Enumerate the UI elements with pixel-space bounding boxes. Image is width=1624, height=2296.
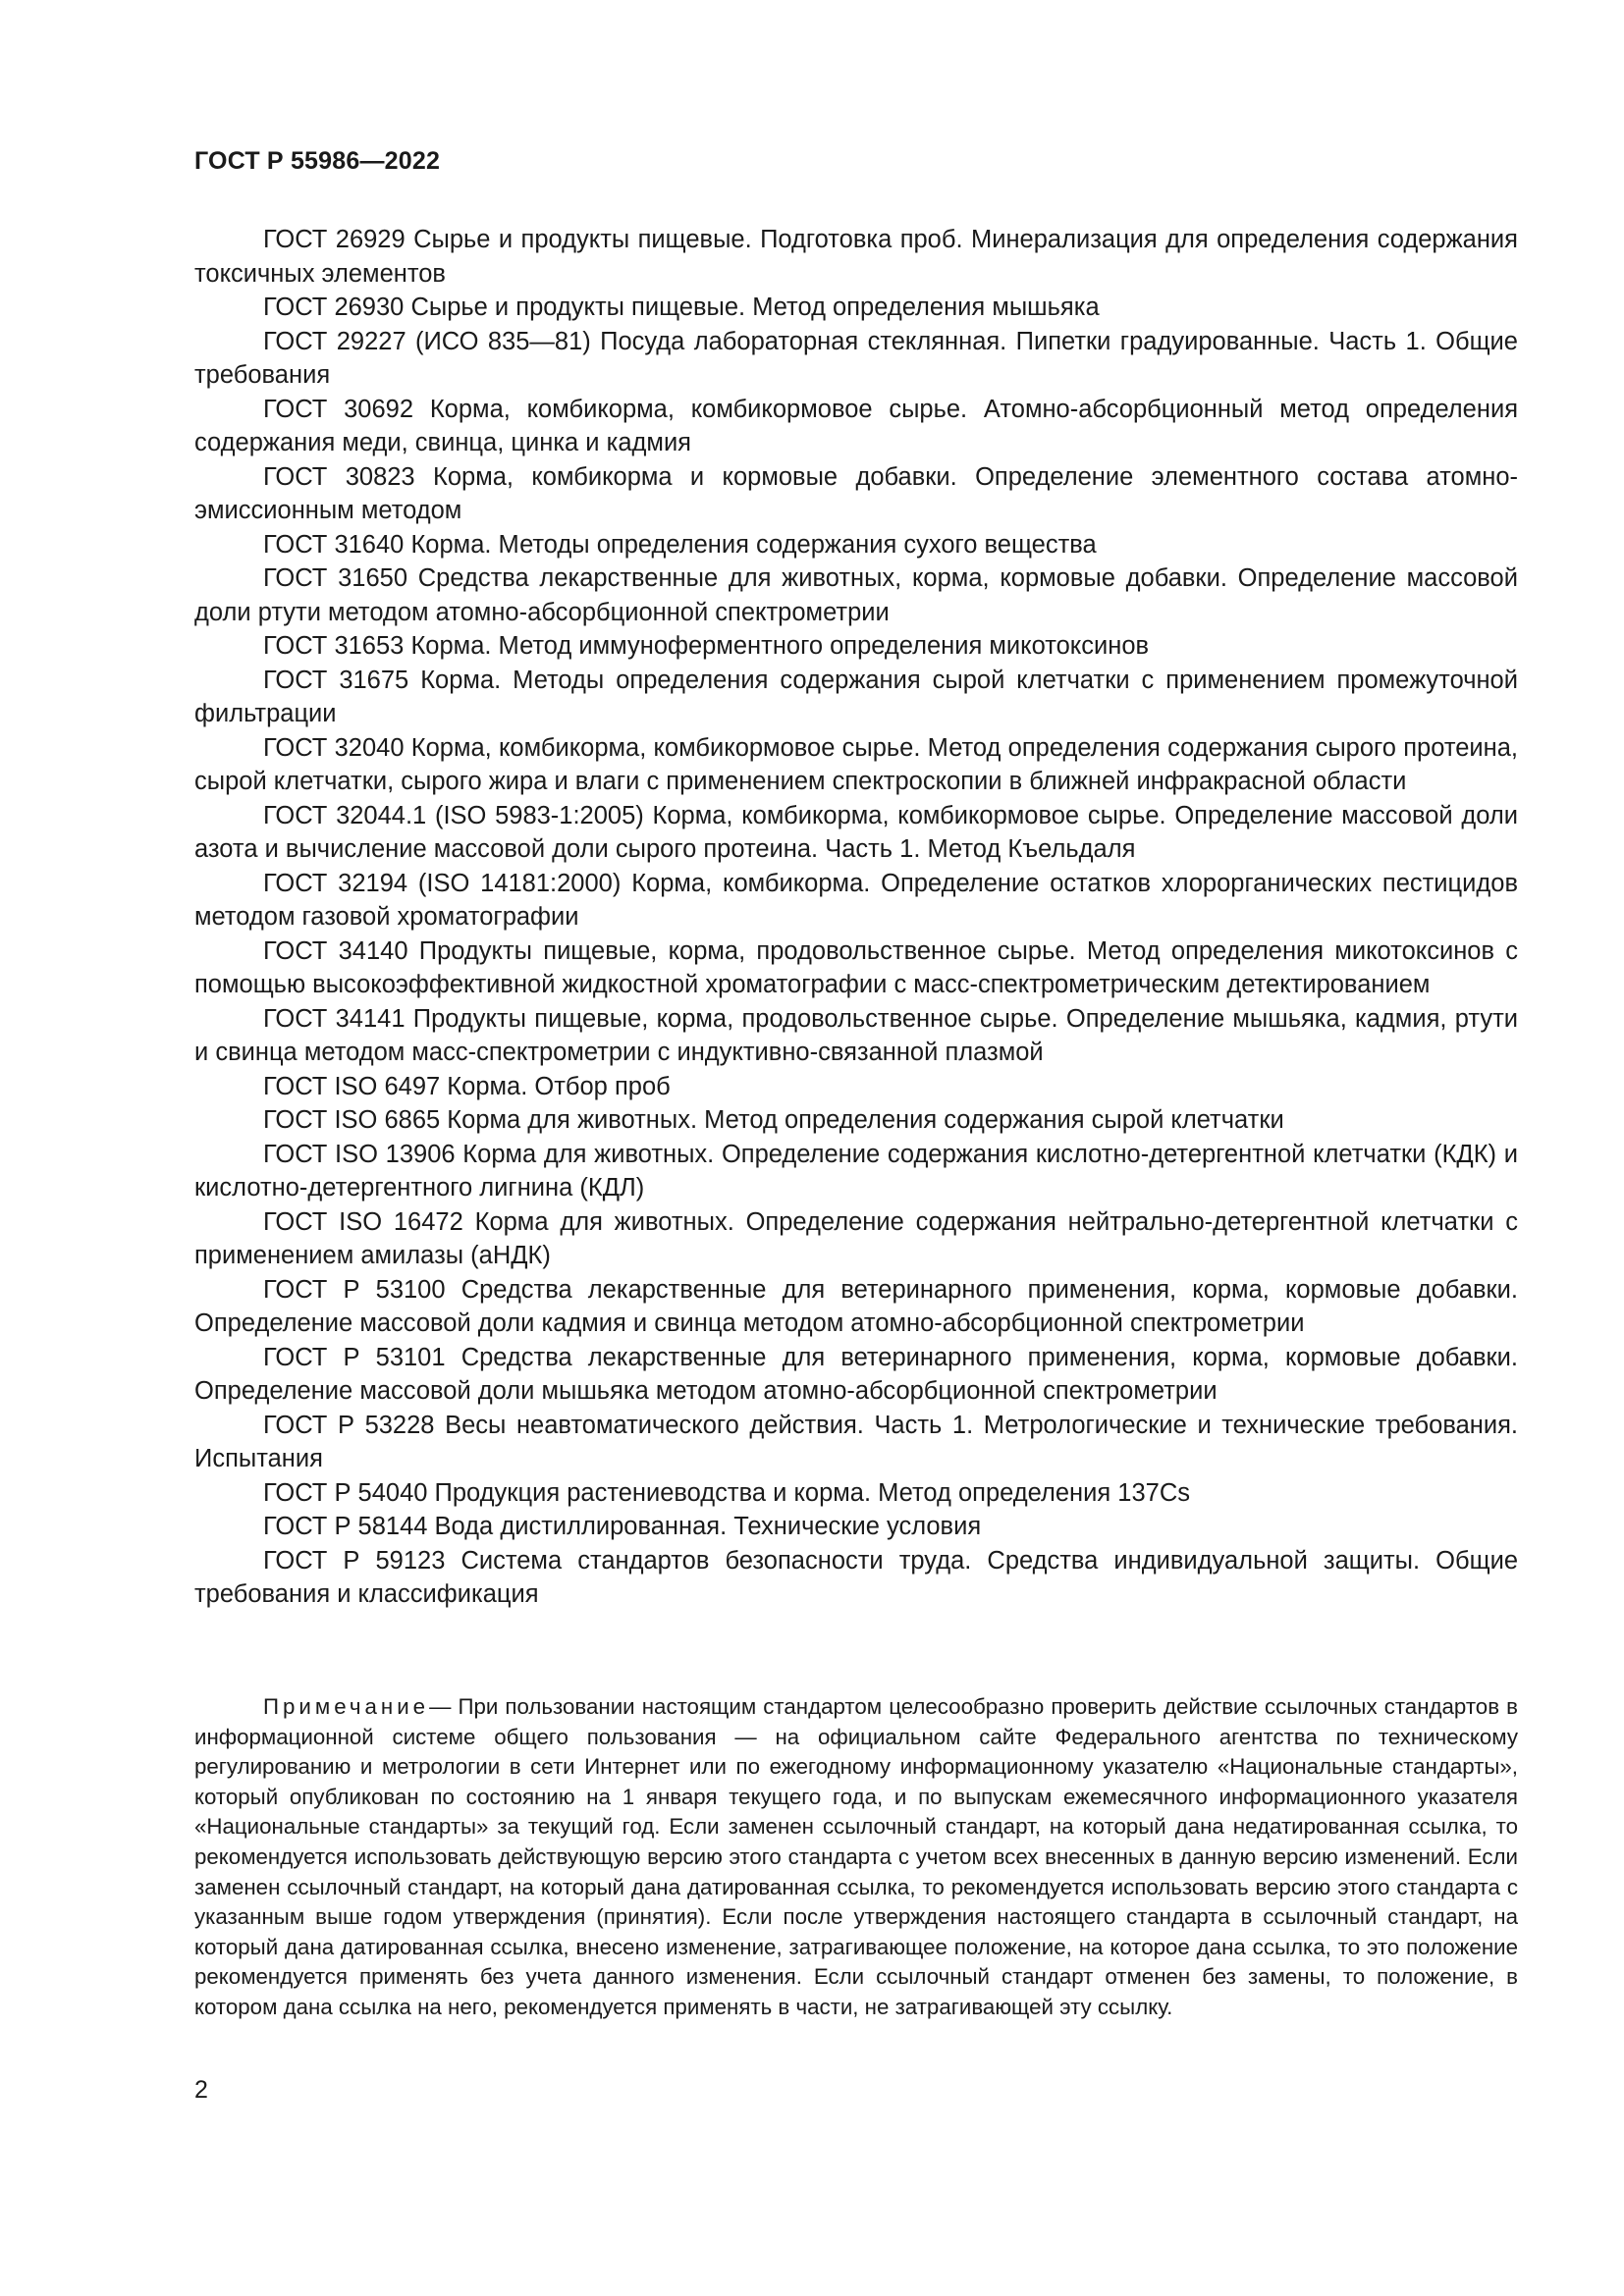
reference-title: Весы неавтоматического действия. Часть 1. Метрологические и технические требования. Испытания [194, 1411, 1518, 1472]
reference-title: Средства лекарственные для животных, корма, кормовые добавки. Определение массовой доли ртути методом атомно-абсорбционной спектрометрии [194, 564, 1518, 626]
reference-item [194, 460, 1518, 528]
reference-title: Корма. Метод иммуноферментного определения микотоксинов [410, 632, 1150, 660]
reference-code: ГОСТ ISO 16472 [263, 1207, 463, 1236]
reference-item [194, 1409, 1518, 1476]
reference-code: ГОСТ Р 54040 [263, 1478, 428, 1507]
reference-title: Корма. Методы определения содержания сухого вещества [410, 530, 1097, 559]
reference-item [194, 223, 1518, 291]
document-header: ГОСТ Р 55986—2022 [194, 147, 441, 175]
reference-code: ГОСТ 31653 [263, 632, 405, 660]
reference-code: ГОСТ Р 53100 [263, 1275, 446, 1304]
reference-item [194, 1476, 1518, 1511]
reference-title: Средства лекарственные для ветеринарного применения, корма, кормовые добавки. Определение массовой доли кадмия и свинца методом атомно-абсорбционной спектрометрии [194, 1275, 1518, 1337]
reference-code: ГОСТ 30692 [263, 395, 414, 423]
reference-code: ГОСТ 31650 [263, 564, 407, 592]
reference-item [194, 291, 1518, 325]
reference-item [194, 1341, 1518, 1409]
reference-title: Корма для животных. Определение содержания кислотно-детергентной клетчатки (КДК) и кислотно-детергентного лигнина (КДЛ) [194, 1140, 1518, 1201]
reference-item [194, 1205, 1518, 1273]
reference-item [194, 629, 1518, 664]
reference-item [194, 1544, 1518, 1612]
note-text: — При пользовании настоящим стандартом целесообразно проверить действие ссылочных стандартов в информационной системе общего пользования — на официальном сайте Федерального агентства по техническому регулированию и метрологии в сети Интернет или по ежегодному информационному указателю «Национальные стандарты», который опубликован по состоянию на 1 января текущего года, и по выпускам ежемесячного информационного указателя «Национальные стандарты» за текущий год. Если заменен ссылочный стандарт, на который дана недатированная ссылка, то рекомендуется использовать действующую версию этого стандарта с учетом всех внесенных в данную версию изменений. Если заменен ссылочный стандарт, на который дана датированная ссылка, то рекомендуется использовать версию этого стандарта с указанным выше годом утверждения (принятия). Если после утверждения настоящего стандарта в ссылочный стандарт, на который дана датированная ссылка, внесено изменение, затрагивающее положение, на которое дана ссылка, то это положение рекомендуется применять без учета данного изменения. Если ссылочный стандарт отменен без замены, то положение, в котором дана ссылка на него, рекомендуется применять в части, не затрагивающей эту ссылку. [194, 1694, 1518, 2019]
reference-item [194, 325, 1518, 393]
reference-title: Посуда лабораторная стеклянная. Пипетки градуированные. Часть 1. Общие требования [194, 327, 1518, 389]
reference-item [194, 1510, 1518, 1544]
reference-code: ГОСТ 31675 [263, 666, 409, 694]
reference-code: ГОСТ 32040 [263, 733, 405, 762]
reference-title: Вода дистиллированная. Технические условия [434, 1513, 982, 1540]
reference-item [194, 1103, 1518, 1138]
reference-title: Продукция растениеводства и корма. Метод определения 137Cs [434, 1478, 1190, 1507]
reference-item [194, 528, 1518, 562]
reference-title: Корма, комбикорма, комбикормовое сырье. Определение массовой доли азота и вычисление массовой доли сырого протеина. Часть 1. Метод Къельдаля [194, 801, 1518, 863]
reference-title: Корма. Методы определения содержания сырой клетчатки с применением промежуточной фильтрации [194, 666, 1518, 727]
reference-item [194, 1138, 1518, 1205]
reference-code: ГОСТ Р 58144 [263, 1513, 428, 1540]
reference-code: ГОСТ 32044.1 (ISO 5983-1:2005) [263, 801, 644, 829]
reference-code: ГОСТ Р 59123 [263, 1546, 446, 1575]
reference-code: ГОСТ Р 53228 [263, 1411, 435, 1439]
reference-item [194, 1002, 1518, 1070]
reference-item [194, 799, 1518, 867]
reference-code: ГОСТ 30823 [263, 462, 415, 491]
reference-title: Продукты пищевые, корма, продовольственное сырье. Определение мышьяка, кадмия, ртути и свинца методом масс-спектрометрии с индуктивно-связанной плазмой [194, 1004, 1518, 1066]
reference-title: Средства лекарственные для ветеринарного применения, корма, кормовые добавки. Определение массовой доли мышьяка методом атомно-абсорбционной спектрометрии [194, 1343, 1518, 1405]
reference-title: Сырье и продукты пищевые. Метод определения мышьяка [410, 294, 1100, 321]
reference-item [194, 1273, 1518, 1341]
reference-title: Система стандартов безопасности труда. Средства индивидуальной защиты. Общие требования и классификация [194, 1546, 1518, 1608]
reference-title: Корма для животных. Определение содержания нейтрально-детергентной клетчатки с применением амилазы (аНДК) [194, 1207, 1518, 1269]
reference-title: Корма, комбикорма. Определение остатков хлорорганических пестицидов методом газовой хроматографии [194, 869, 1519, 931]
reference-title: Корма для животных. Метод определения содержания сырой клетчатки [447, 1106, 1284, 1134]
reference-title: Корма, комбикорма и кормовые добавки. Определение элементного состава атомно-эмиссионным методом [194, 462, 1519, 524]
reference-title: Корма, комбикорма, комбикормовое сырье. Атомно-абсорбционный метод определения содержания меди, свинца, цинка и кадмия [194, 395, 1518, 456]
reference-code: ГОСТ 32194 (ISO 14181:2000) [263, 869, 622, 897]
reference-item [194, 561, 1518, 629]
reference-title: Продукты пищевые, корма, продовольственное сырье. Метод определения микотоксинов с помощью высокоэффективной жидкостной хроматографии с масс-спектрометрическим детектированием [194, 936, 1519, 998]
reference-title: Корма, комбикорма, комбикормовое сырье. Метод определения содержания сырого протеина, сырой клетчатки, сырого жира и влаги с применением спектроскопии в ближней инфракрасной области [194, 733, 1518, 795]
reference-code: ГОСТ Р 53101 [263, 1343, 446, 1371]
reference-title: Сырье и продукты пищевые. Подготовка проб. Минерализация для определения содержания токсичных элементов [194, 226, 1518, 288]
page-number: 2 [194, 2076, 208, 2104]
reference-code: ГОСТ 34141 [263, 1004, 406, 1033]
reference-title: Корма. Отбор проб [447, 1072, 671, 1100]
reference-code: ГОСТ 26929 [263, 226, 406, 253]
normative-references-list [194, 223, 1518, 1612]
reference-item [194, 731, 1518, 799]
reference-code: ГОСТ ISO 6497 [263, 1072, 441, 1100]
note-paragraph [194, 1692, 1518, 2023]
reference-code: ГОСТ ISO 6865 [263, 1106, 441, 1134]
reference-item [194, 1070, 1518, 1104]
reference-code: ГОСТ 26930 [263, 294, 405, 321]
reference-item [194, 867, 1518, 934]
note-label: Примечание [263, 1694, 430, 1719]
reference-item [194, 934, 1518, 1002]
reference-code: ГОСТ 29227 (ИСО 835—81) [263, 327, 591, 355]
reference-code: ГОСТ 34140 [263, 936, 408, 965]
reference-code: ГОСТ 31640 [263, 530, 405, 559]
reference-code: ГОСТ ISO 13906 [263, 1140, 456, 1168]
reference-item [194, 664, 1518, 731]
reference-item [194, 393, 1518, 460]
